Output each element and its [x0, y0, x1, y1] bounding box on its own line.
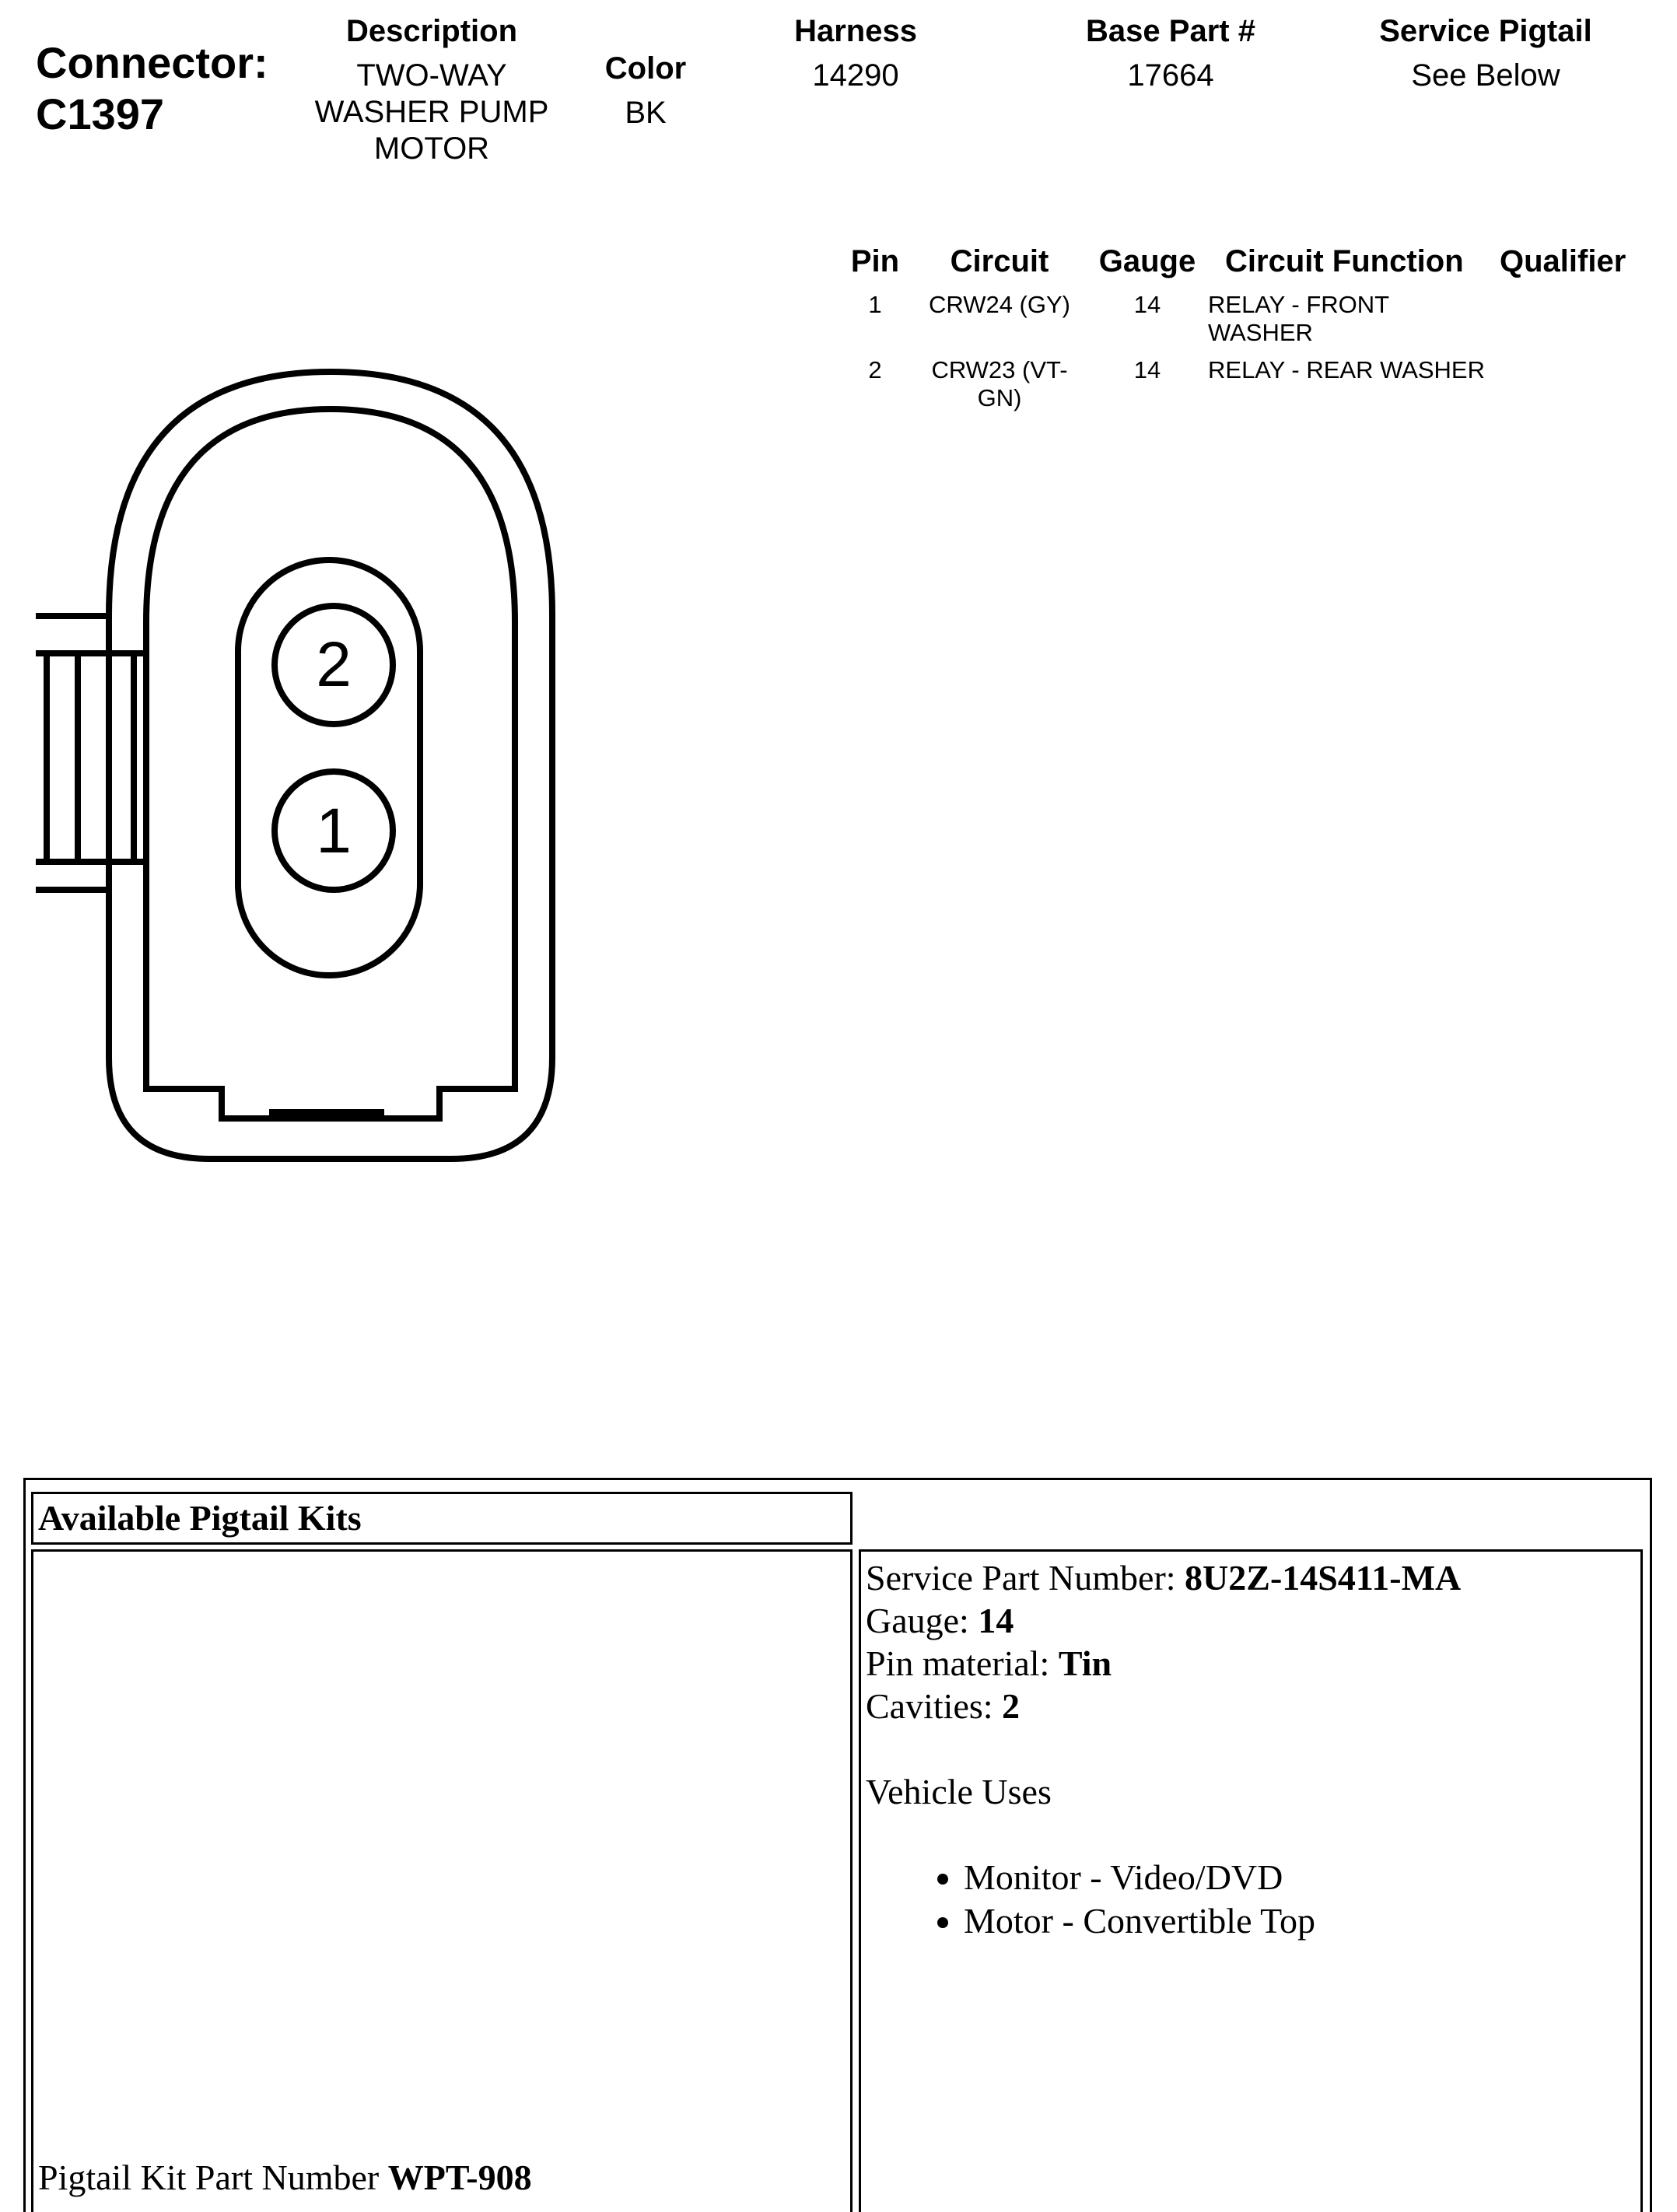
circuit-header: Circuit: [950, 244, 1049, 278]
qualifier-header: Qualifier: [1500, 244, 1626, 278]
circuit-line: CRW23 (VT-: [931, 356, 1068, 383]
circuit-line: GN): [977, 384, 1022, 411]
pin-material-label: Pin material:: [866, 1643, 1059, 1683]
function-cell: [1208, 356, 1504, 384]
gauge-cell: 14: [1133, 291, 1161, 318]
vehicle-use-item: • Monitor - Video/DVD: [964, 1856, 1640, 1899]
pin-material: [866, 1642, 1640, 1685]
base-part-label: Base Part #: [1086, 14, 1255, 48]
description-line: TWO-WAY: [356, 58, 507, 93]
color-label: Color: [604, 51, 687, 86]
connector-id: C1397: [36, 89, 165, 138]
service-part-label: Service Part Number:: [866, 1558, 1185, 1598]
base-part-value: 17664: [1127, 58, 1214, 93]
pin-header: Pin: [850, 244, 900, 278]
gauge-cell: 14: [1133, 356, 1161, 383]
pigtail-image-cell: [31, 1549, 853, 2212]
pin-number: 2: [868, 356, 882, 383]
service-pigtail-label: Service Pigtail: [1379, 14, 1592, 48]
description-line: MOTOR: [373, 131, 490, 166]
harness-label: Harness: [794, 14, 917, 48]
circuit-line: CRW24 (GY): [928, 291, 1070, 318]
service-part-value: 8U2Z-14S411-MA: [1185, 1558, 1462, 1598]
pin-1-label: 1: [316, 796, 352, 866]
function-line: RELAY - REAR WASHER: [1208, 356, 1486, 383]
function-line: RELAY - FRONT: [1208, 291, 1390, 318]
harness-value: 14290: [812, 58, 899, 93]
function-cell: [1208, 291, 1504, 347]
gauge-value: 14: [978, 1601, 1014, 1640]
vehicle-uses-label: Vehicle Uses: [866, 1772, 1052, 1811]
latch-bar: [272, 1111, 381, 1122]
pigtail-section-title: Available Pigtail Kits: [31, 1492, 853, 1545]
service-pigtail-value: See Below: [1411, 58, 1560, 93]
pigtail-kit-part-number: [38, 2157, 532, 2198]
connector-face-diagram: [0, 0, 591, 1182]
color-value: BK: [625, 96, 667, 130]
pin-material-value: Tin: [1058, 1643, 1112, 1683]
gauge-header: Gauge: [1098, 244, 1196, 278]
description-label: Description: [345, 14, 518, 48]
circuit-function-header: Circuit Function: [1225, 244, 1464, 278]
pin-number: 1: [868, 291, 882, 318]
vehicle-use-item: • Motor - Convertible Top: [964, 1899, 1640, 1943]
kit-value: WPT-908: [387, 2158, 532, 2197]
service-part-number: [866, 1556, 1640, 1599]
gauge-label: Gauge:: [866, 1601, 979, 1640]
circuit-cell: [910, 291, 1089, 319]
description-line: WASHER PUMP: [314, 95, 549, 129]
pin-cavity: [238, 560, 420, 975]
vehicle-uses-list: [866, 1856, 1640, 1943]
cavities-label: Cavities:: [866, 1686, 1003, 1726]
pigtail-gauge: [866, 1599, 1640, 1642]
cavities-value: 2: [1002, 1686, 1021, 1726]
kit-label: Pigtail Kit Part Number: [38, 2158, 388, 2197]
pigtail-details-cell: [859, 1549, 1643, 2212]
pin-2-label: 2: [316, 629, 352, 700]
connector-inner-shell: [146, 409, 515, 1118]
cavities: [866, 1685, 1640, 1727]
circuit-cell: [910, 356, 1089, 412]
connector-label: Connector:: [36, 38, 268, 87]
function-line: WASHER: [1208, 319, 1313, 346]
